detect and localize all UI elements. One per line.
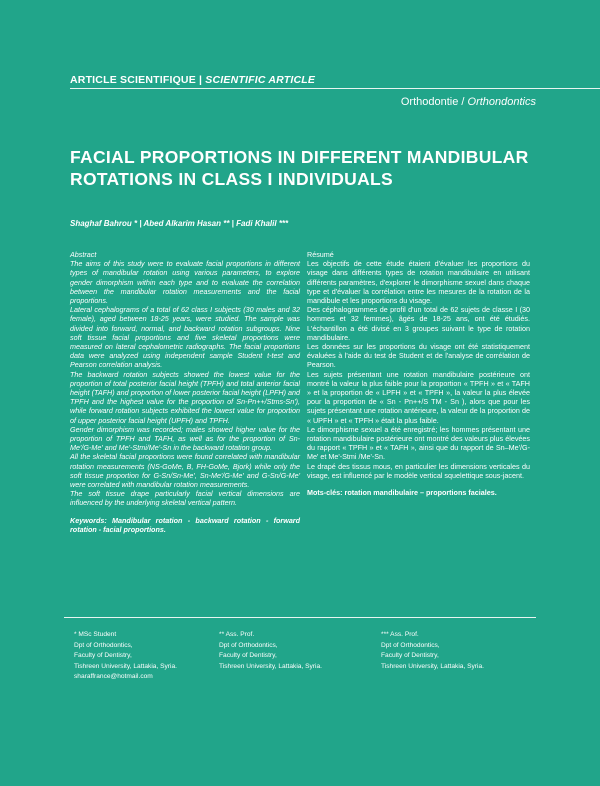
resume-column [307,250,530,497]
specialty-subhead [401,96,536,108]
affiliation-line: Dpt of Orthodontics, [381,641,440,649]
abstract-paragraph: The aims of this study were to evaluate facial proportions in different types of mandibular rotation using various parameters, to explore gender dimorphism within each type and to evaluate the correlation between the mandibular rotation measurements and the facial proportions. [70,259,300,306]
affiliation-line: Tishreen University, Lattakia, Syria. [219,662,322,670]
resume-paragraph: Les objectifs de cette étude étaient d'évaluer les proportions du visage dans différents types de rotation mandibulaire en utilisant différents paramètres, d'explorer le dimorphisme sexuel dans chaque type et d'évaluer la corrélation entre les mesures de la rotation de la mandibule et les proportions du visage. [307,259,530,306]
abstract-paragraph: The soft tissue drape particularly facial vertical dimensions are influenced by the underlying skeletal vertical pattern. [70,489,300,508]
resume-keywords: Mots-clés: rotation mandibulaire – proportions faciales. [307,488,497,498]
resume-paragraph: Le drapé des tissus mous, en particulier les dimensions verticales du visage, est influencé par le modèle vertical squelettique sous-jacent. [307,461,530,480]
affiliation-title: * MSc Student [74,631,117,638]
section-label-fr: ARTICLE SCIENTIFIQUE | [70,74,206,86]
abstract-column [70,250,300,534]
affiliation-2 [219,630,322,672]
resume-paragraph: Les sujets présentant une rotation mandibulaire postérieure ont montré la valeur la plus faible pour la proportion « TPFH » et « TAFH » et la proportion de « LPFH » et « TPFH », la valeur la plus élevée pour la proportion de « Sn - Pn++/S TM - Sn ), alors que pour les sujets présentant une rotation antérieure, la valeur de la proportion de « UPFH » et « TPFH » était la plus faible. [307,369,530,425]
affiliation-line: Tishreen University, Lattakia, Syria. [74,662,177,670]
affiliation-line: Faculty of Dentistry, [381,652,439,659]
abstract-paragraph: All the skeletal facial proportions were found correlated with mandibular rotation measurements (NS-GoMe, B, FH-GoMe, Bjork) while only the soft tissue proportion for G-Sn/Sn-Me', Sn-Me'/G-Me' and G-Sn/G-Me' were correlated with mandibular rotation measurements. [70,452,300,490]
affiliation-title: *** Ass. Prof. [381,631,419,638]
abstract-paragraph: Lateral cephalograms of a total of 62 class I subjects (30 males and 32 female), aged between 18-25 years, were studied. The sample was divided into forward, normal, and backward rotation subgroups. Nine soft tissue facial proportions and five skeletal proportions were measured on lateral cephalometric radiographs. The facial proportions data were analyzed using independent sample Student t-test and Pearson correlation analysis. [70,305,300,370]
abstract-paragraph: The backward rotation subjects showed the lowest value for the proportion of total posterior facial height (TPFH) and total anterior facial height (TAFH) and proportion of lower posterior facial height (LPFH) and TPFH and the highest value for the proportion of Sn-Pn++/Stms-Sn'), while forward rotation subjects exhibited the lowest value for proportion of upper posterior facial height (UPFH) and TPFH. [70,369,300,425]
affiliation-line: Dpt of Orthodontics, [74,641,133,649]
affiliation-line: Faculty of Dentistry, [219,652,277,659]
specialty-en: Orthondontics [467,96,536,108]
affiliation-line: Dpt of Orthodontics, [219,641,278,649]
section-label-en: SCIENTIFIC ARTICLE [205,74,316,86]
resume-heading: Résumé [307,250,334,259]
affiliation-title: ** Ass. Prof. [219,631,255,638]
affiliation-email: sharaffrance@hotmail.com [74,673,153,680]
affiliation-1 [74,630,177,683]
article-title: FACIAL PROPORTIONS IN DIFFERENT MANDIBULAR ROTATIONS IN CLASS I INDIVIDUALS [70,147,529,189]
abstract-paragraph: Gender dimorphism was recorded; males showed higher value for the proportion of TPFH and TAFH, as well as for the proportion of Sn-Me'/G-Me' and Me'-Stmi/Me'-Sn in the backward rotation group. [70,424,300,453]
affiliation-line: Faculty of Dentistry, [74,652,132,659]
authors: Shaghaf Bahrou * | Abed Alkarim Hasan ** | Fadi Khalil *** [70,219,289,228]
affiliation-3 [381,630,484,672]
affiliation-line: Tishreen University, Lattakia, Syria. [381,662,484,670]
header-rule [70,88,600,89]
section-header [70,74,315,86]
abstract-keywords: Keywords: Mandibular rotation - backward rotation - forward rotation - facial proportions. [70,515,300,534]
resume-paragraph: Des céphalogrammes de profil d'un total de 62 sujets de classe I (30 hommes et 32 femmes), âgés de 18-25 ans, ont été étudiés. L'échantillon a été divisé en 3 groupes suivant le type de rotation mandibulaire. [307,305,530,342]
resume-paragraph: Les données sur les proportions du visage ont été statistiquement évaluées à l'aide du test de Student et de l'analyse de corrélation de Pearson. [307,342,530,370]
footer-rule [64,617,536,618]
abstract-heading: Abstract [70,250,97,259]
specialty-fr: Orthodontie / [400,96,468,108]
resume-paragraph: Le dimorphisme sexuel a été enregistré; les hommes présentant une rotation mandibulaire postérieure ont montré des valeurs plus élevées du rapport « TPFH » et « TAFH », ainsi que du rapport de Sn–Me'/G-Me' et Me'-Stmi /Me'-Sn. [307,424,530,462]
